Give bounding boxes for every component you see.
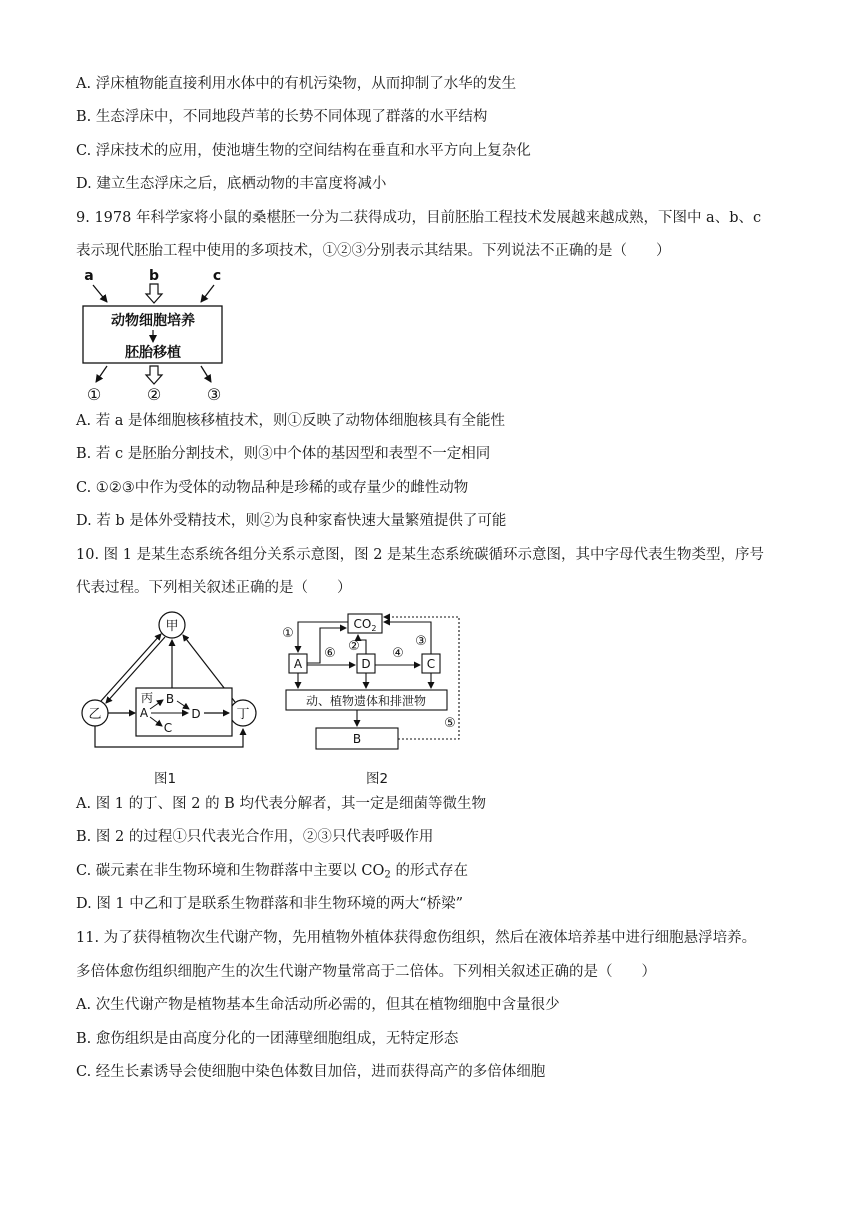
q8-option-a: A. 浮床植物能直接利用水体中的有机污染物，从而抑制了水华的发生 — [76, 76, 517, 92]
fig1-caption: 图1 — [154, 771, 177, 787]
q11-option-a: A. 次生代谢产物是植物基本生命活动所必需的，但其在植物细胞中含量很少 — [76, 997, 560, 1013]
fig1-box-B: B — [165, 692, 175, 706]
q8-option-b: B. 生态浮床中，不同地段芦苇的长势不同体现了群落的水平结构 — [76, 109, 488, 125]
q9-option-c: C. ①②③中作为受体的动物品种是珍稀的或存量少的雌性动物 — [76, 480, 469, 496]
fig2-process-3: ③ — [415, 634, 427, 649]
fig2-process-5: ⑤ — [444, 716, 456, 731]
q9-output-1: ① — [86, 385, 102, 404]
fig1-node-yi-label: 乙 — [88, 707, 102, 722]
q9-box-top-label: 动物细胞培养 — [111, 313, 195, 329]
q11-stem-line1: 11. 为了获得植物次生代谢产物，先用植物外植体获得愈伤组织，然后在液体培养基中进行细胞悬浮培养。 — [76, 930, 757, 946]
fig2-node-D-label: D — [361, 657, 371, 671]
fig2-node-C-label: C — [426, 657, 436, 671]
fig1-node-ding-label: 丁 — [236, 707, 250, 722]
q10-option-d: D. 图 1 中乙和丁是联系生物群落和非生物环境的两大“桥梁” — [76, 896, 464, 912]
fig2-process-4: ④ — [392, 646, 404, 661]
q9-box-bottom-label: 胚胎移植 — [125, 345, 181, 361]
fig1-box-D: D — [191, 707, 201, 721]
fig2-remains-label: 动、植物遗体和排泄物 — [305, 694, 427, 708]
q10-stem-line1: 10. 图 1 是某生态系统各组分关系示意图，图 2 是某生态系统碳循环示意图，其中字母代表生物类型，序号 — [76, 547, 765, 563]
q8-option-d: D. 建立生态浮床之后，底栖动物的丰富度将减小 — [76, 176, 387, 192]
q9-stem-line1: 9. 1978 年科学家将小鼠的桑椹胚一分为二获得成功，目前胚胎工程技术发展越来越成熟，下图中 a、b、c — [76, 210, 762, 226]
q9-input-b: b — [148, 268, 160, 284]
q9-stem-line2: 表示现代胚胎工程中使用的多项技术，①②③分别表示其结果。下列说法不正确的是（ ） — [76, 243, 671, 259]
q9-output-2: ② — [146, 385, 162, 404]
q9-input-a: a — [84, 268, 94, 284]
fig2-process-2: ② — [348, 639, 360, 654]
q10-option-b: B. 图 2 的过程①只代表光合作用，②③只代表呼吸作用 — [76, 829, 434, 845]
q9-option-a: A. 若 a 是体细胞核移植技术，则①反映了动物体细胞核具有全能性 — [76, 413, 506, 429]
q11-stem-line2: 多倍体愈伤组织细胞产生的次生代谢产物量常高于二倍体。下列相关叙述正确的是（ ） — [76, 964, 656, 980]
fig1-box-label: 丙 — [140, 691, 154, 705]
fig2-node-A-label: A — [293, 657, 303, 671]
q9-option-d: D. 若 b 是体外受精技术，则②为良种家畜快速大量繁殖提供了可能 — [76, 513, 507, 529]
fig1-node-jia-label: 甲 — [165, 619, 179, 634]
q9-input-c: c — [212, 268, 222, 284]
q10-option-c-subscript: 2 — [384, 869, 391, 881]
q10-stem-line2: 代表过程。下列相关叙述正确的是（ ） — [76, 580, 352, 596]
fig1-box-C: C — [163, 721, 173, 735]
q9-option-b: B. 若 c 是胚胎分割技术，则③中个体的基因型和表型不一定相同 — [76, 446, 491, 462]
fig1-box-A: A — [139, 706, 149, 720]
q10-option-a: A. 图 1 的丁、图 2 的 B 均代表分解者，其一定是细菌等微生物 — [76, 796, 486, 812]
q11-option-c: C. 经生长素诱导会使细胞中染色体数目加倍，进而获得高产的多倍体细胞 — [76, 1064, 546, 1080]
fig2-caption: 图2 — [366, 771, 389, 787]
q10-option-c-text: C. 碳元素在非生物环境和生物群落中主要以 CO — [76, 863, 385, 879]
q9-output-3: ③ — [206, 385, 222, 404]
fig2-arrow-co2-to-A — [298, 622, 348, 652]
q10-option-c-tail: 的形式存在 — [390, 863, 468, 879]
fig2-co2-label: $CO_2$ — [353, 617, 377, 633]
fig2-process-1: ① — [282, 626, 294, 641]
fig2-process-6: ⑥ — [324, 646, 336, 661]
fig2-node-B-label: B — [352, 732, 362, 746]
q10-option-c — [76, 861, 468, 886]
q8-option-c: C. 浮床技术的应用，使池塘生物的空间结构在垂直和水平方向上复杂化 — [76, 143, 531, 159]
q11-option-b: B. 愈伤组织是由高度分化的一团薄壁细胞组成，无特定形态 — [76, 1031, 459, 1047]
